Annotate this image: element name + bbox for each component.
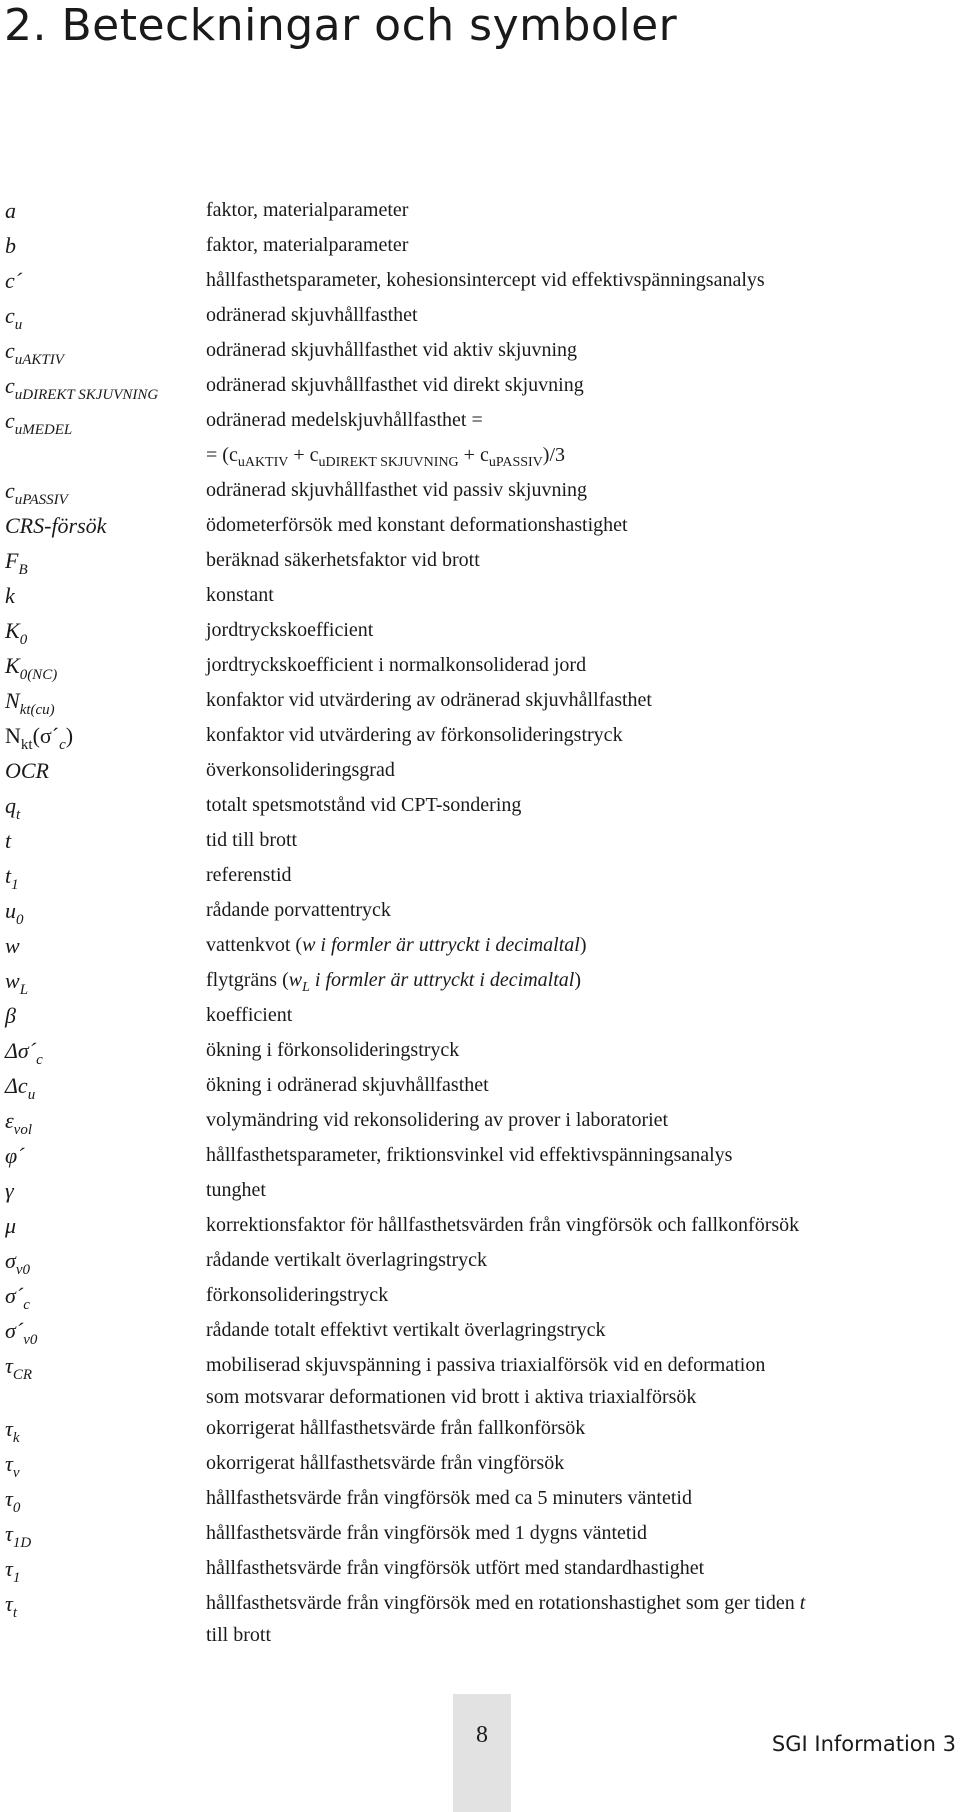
list-item: [0, 1586, 960, 1649]
description: odränerad skjuvhållfasthet: [206, 304, 418, 326]
description: förkonsolideringstryck: [206, 1284, 389, 1306]
list-item: [0, 228, 960, 263]
symbol: $\tau_1$: [5, 1556, 21, 1586]
description: ökning i förkonsolideringstryck: [206, 1039, 460, 1061]
list-item: [0, 928, 960, 963]
description: faktor, materialparameter: [206, 199, 409, 221]
page-number-box: [453, 1694, 511, 1812]
symbol: $\Delta c_u$: [5, 1073, 36, 1103]
list-item: [0, 1551, 960, 1586]
symbol: φ´: [5, 1143, 25, 1168]
symbol: w: [5, 933, 20, 958]
description: okorrigerat hållfasthetsvärde från fallkonförsök: [206, 1417, 586, 1439]
formula: = $(c_{uAKTIV} + c_{uDIREKT SKJUVNING} + c_{uPASSIV})/3$: [206, 444, 566, 470]
list-item: [0, 333, 960, 368]
description: beräknad säkerhetsfaktor vid brott: [206, 549, 480, 571]
symbol: $c_{uDIREKT SKJUVNING}$: [5, 373, 159, 403]
symbol: c´: [5, 268, 23, 293]
description: ödometerförsök med konstant deformationshastighet: [206, 514, 628, 536]
list-item: [0, 963, 960, 998]
description: okorrigerat hållfasthetsvärde från vingförsök: [206, 1452, 565, 1474]
description: vattenkvot (w i formler är uttryckt i decimaltal): [206, 934, 587, 956]
description: mobiliserad skjuvspänning i passiva triaxialförsök vid en deformation som motsvarar deformationen vid brott i aktiva triaxialförsök: [206, 1354, 766, 1408]
description: tid till brott: [206, 829, 298, 851]
symbol: $\Delta\sigma´_c$: [5, 1038, 43, 1068]
symbol: $c_u$: [5, 303, 23, 333]
list-item: [0, 788, 960, 823]
description: hållfasthetsvärde från vingförsök med en rotationshastighet som ger tiden t till brott: [206, 1592, 806, 1646]
list-item: [0, 858, 960, 893]
symbol: CRS-försök: [5, 513, 107, 538]
list-item: [0, 543, 960, 578]
description: hållfasthetsparameter, kohesionsintercept vid effektivspänningsanalys: [206, 269, 765, 291]
symbol: $\tau_v$: [5, 1451, 20, 1481]
list-item: [0, 1411, 960, 1446]
list-item: [0, 263, 960, 298]
description: referenstid: [206, 864, 292, 886]
description: odränerad skjuvhållfasthet vid aktiv skjuvning: [206, 339, 578, 361]
publication-series: SGI Information 3: [771, 1732, 956, 1756]
description: rådande porvattentryck: [206, 899, 391, 921]
list-item: [0, 193, 960, 228]
symbol: $N_{kt}(\sigma´_c)$: [5, 723, 74, 753]
description: odränerad medelskjuvhållfasthet =: [206, 409, 483, 431]
description: hållfasthetsvärde från vingförsök med ca 5 minuters väntetid: [206, 1487, 692, 1509]
symbol: $q_t$: [5, 793, 21, 823]
list-item: [0, 473, 960, 508]
list-item: [0, 508, 960, 543]
list-item: [0, 1208, 960, 1243]
list-item: [0, 1173, 960, 1208]
formula-row: [0, 438, 960, 473]
symbol: $w_L$: [5, 968, 29, 998]
description: odränerad skjuvhållfasthet vid passiv skjuvning: [206, 479, 588, 501]
list-item: [0, 1068, 960, 1103]
list-item: [0, 823, 960, 858]
description: jordtryckskoefficient: [206, 619, 374, 641]
list-item: [0, 613, 960, 648]
symbol: β: [5, 1003, 16, 1028]
list-item: [0, 403, 960, 438]
list-item: [0, 718, 960, 753]
symbol: $\tau_0$: [5, 1486, 21, 1516]
page-number: 8: [476, 1722, 488, 1748]
list-item: [0, 298, 960, 333]
list-item: [0, 1138, 960, 1173]
list-item: [0, 1481, 960, 1516]
symbol: $t_1$: [5, 863, 19, 893]
symbol: t: [5, 828, 12, 853]
description: ökning i odränerad skjuvhållfasthet: [206, 1074, 489, 1096]
description: konstant: [206, 584, 274, 606]
description: koefficient: [206, 1004, 293, 1026]
symbol: OCR: [5, 758, 49, 783]
description: jordtryckskoefficient i normalkonsoliderad jord: [206, 654, 587, 676]
symbol: $K_0$: [5, 618, 28, 648]
list-item: [0, 578, 960, 613]
description: hållfasthetsvärde från vingförsök utfört med standardhastighet: [206, 1557, 705, 1579]
symbol-list: [0, 193, 960, 1649]
symbol: $\tau_{CR}$: [5, 1353, 33, 1383]
description: rådande vertikalt överlagringstryck: [206, 1249, 487, 1271]
page-title: 2. Beteckningar och symboler: [4, 0, 678, 51]
list-item: [0, 1446, 960, 1481]
list-item: [0, 1313, 960, 1348]
description: faktor, materialparameter: [206, 234, 409, 256]
description: odränerad skjuvhållfasthet vid direkt skjuvning: [206, 374, 584, 396]
list-item: [0, 1243, 960, 1278]
description: tunghet: [206, 1179, 266, 1201]
description: överkonsolideringsgrad: [206, 759, 395, 781]
list-item: [0, 368, 960, 403]
symbol: $\tau_t$: [5, 1591, 18, 1621]
symbol: $\sigma_{v0}$: [5, 1248, 31, 1278]
list-item: [0, 1278, 960, 1313]
symbol: $N_{kt(cu)}$: [5, 688, 55, 718]
description: konfaktor vid utvärdering av odränerad skjuvhållfasthet: [206, 689, 652, 711]
description: korrektionsfaktor för hållfasthetsvärden från vingförsök och fallkonförsök: [206, 1214, 800, 1236]
list-item: [0, 683, 960, 718]
description: hållfasthetsvärde från vingförsök med 1 dygns väntetid: [206, 1522, 647, 1544]
list-item: [0, 753, 960, 788]
symbol: $c_{uPASSIV}$: [5, 478, 68, 508]
description: rådande totalt effektivt vertikalt överlagringstryck: [206, 1319, 606, 1341]
description: flytgräns ($w_L$ i formler är uttryckt i decimaltal): [206, 969, 581, 995]
list-item: [0, 893, 960, 928]
list-item: [0, 648, 960, 683]
list-item: [0, 1348, 960, 1411]
description: hållfasthetsparameter, friktionsvinkel vid effektivspänningsanalys: [206, 1144, 733, 1166]
symbol: $\tau_{1D}$: [5, 1521, 32, 1551]
symbol: a: [5, 198, 16, 223]
symbol: $c_{uMEDEL}$: [5, 408, 73, 438]
symbol: b: [5, 233, 16, 258]
symbol: k: [5, 583, 15, 608]
symbol: μ: [5, 1213, 17, 1238]
description: konfaktor vid utvärdering av förkonsolideringstryck: [206, 724, 623, 746]
list-item: [0, 1103, 960, 1138]
symbol: $\varepsilon_{vol}$: [5, 1108, 32, 1138]
symbol: $c_{uAKTIV}$: [5, 338, 64, 368]
list-item: [0, 998, 960, 1033]
symbol: γ: [5, 1178, 14, 1203]
description: volymändring vid rekonsolidering av prover i laboratoriet: [206, 1109, 669, 1131]
description: totalt spetsmotstånd vid CPT-sondering: [206, 794, 522, 816]
symbol: $K_{0(NC)}$: [5, 653, 58, 683]
symbol: $\tau_k$: [5, 1416, 20, 1446]
symbol: $F_B$: [5, 548, 28, 578]
list-item: [0, 1516, 960, 1551]
list-item: [0, 1033, 960, 1068]
symbol: $\sigma´_c$: [5, 1283, 30, 1313]
symbol: $\sigma´_{v0}$: [5, 1318, 38, 1348]
symbol: $u_0$: [5, 898, 24, 928]
